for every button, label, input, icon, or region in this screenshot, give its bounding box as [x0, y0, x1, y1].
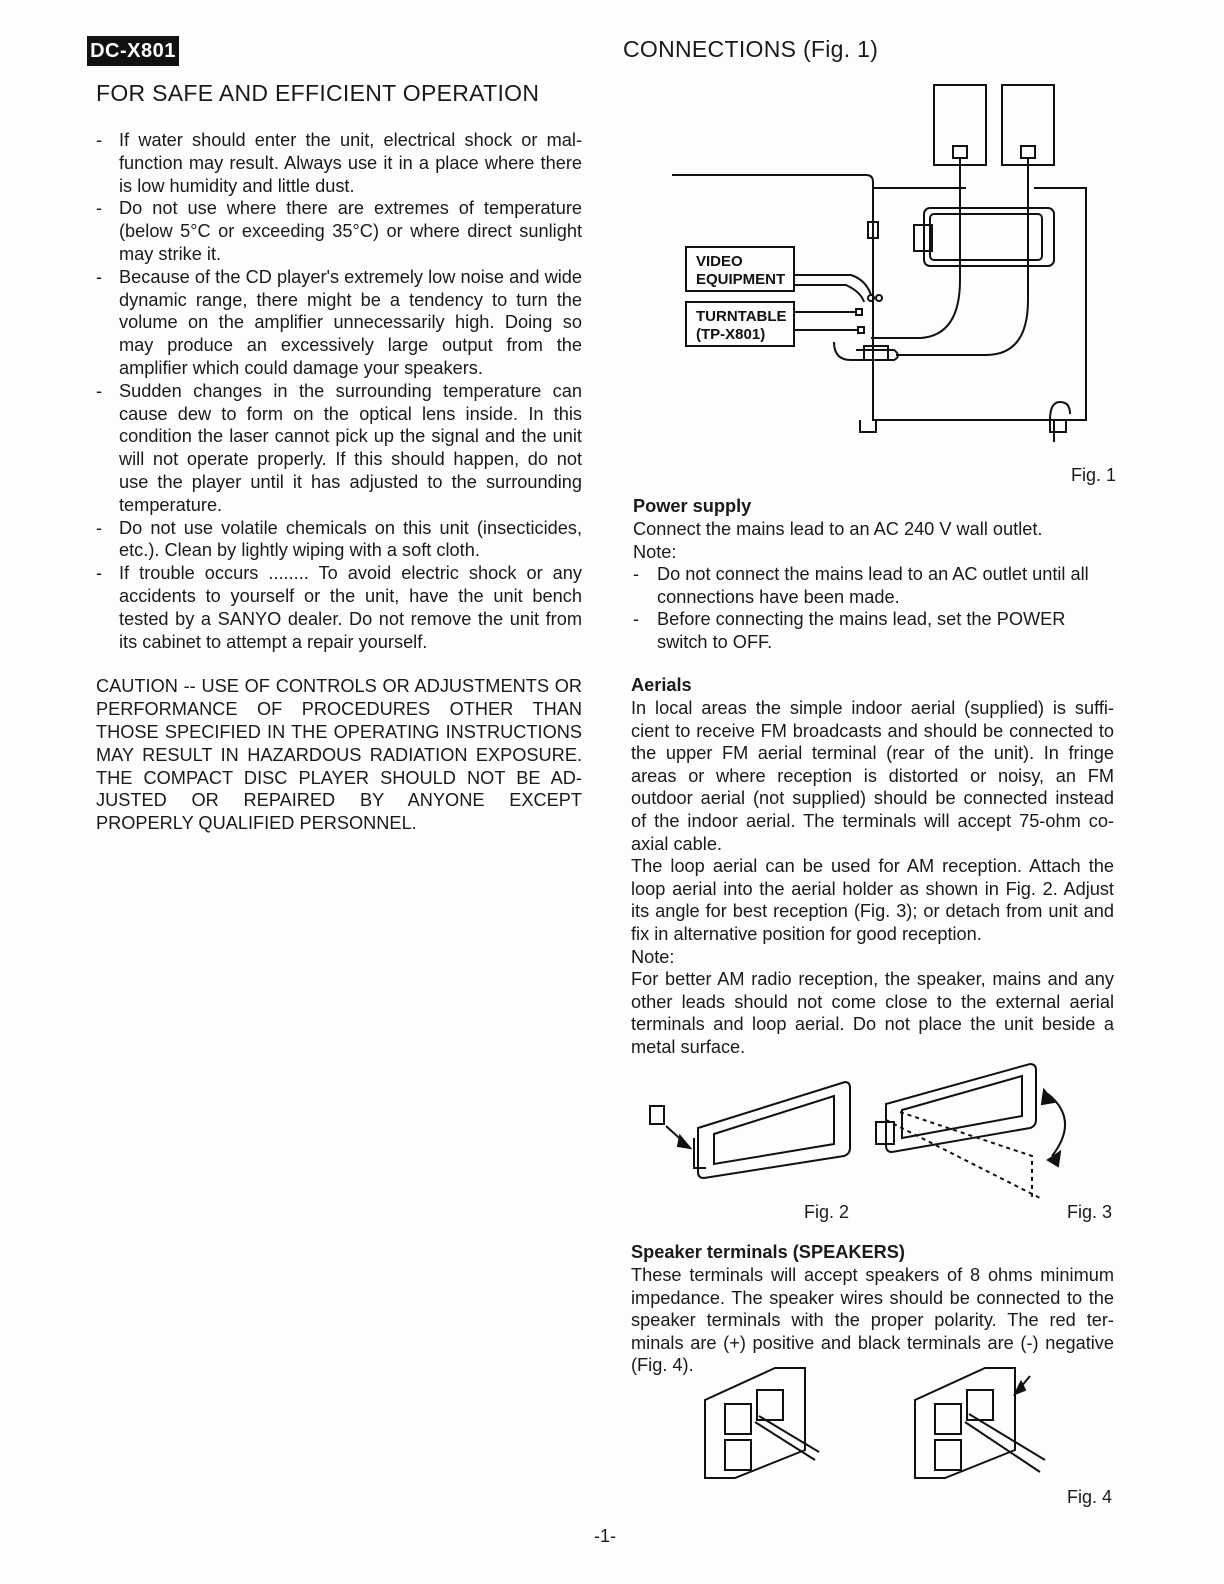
- fig2-caption: Fig. 2: [804, 1202, 850, 1222]
- power-note-label: Note:: [633, 541, 677, 562]
- safety-section: [96, 80, 582, 853]
- fig4-caption: Fig. 4: [1067, 1487, 1113, 1507]
- safety-item: - Because of the CD player's extremely low noise and wide dynamic range, there might be a tendency to turn the volume on the amplifier unnecessarily high. Doing so may produce an excessively large output from the amplifier which could damage your speakers.: [96, 266, 582, 378]
- safety-item-text: Do not use where there are extremes of temperature (below 5°C or exceeding 35°C) or where direct sunlight may strike it.: [119, 198, 582, 264]
- power-heading: Power supply: [633, 496, 752, 516]
- turntable-label: TURNTABLE: [696, 308, 787, 325]
- aerials-heading: Aerials: [631, 675, 692, 695]
- fig2-fig3-diagram: [640, 1060, 1090, 1200]
- speaker-left-icon: [934, 85, 986, 165]
- safety-list: [96, 129, 582, 653]
- safety-item-text: Sudden changes in the surrounding temperature can cause dew to form on the optical lens inside. In this condition the laser cannot pick up the signal and the unit will not operate properly. If this should happen, do not use the player until it has adjusted to the surrounding temperature.: [119, 380, 582, 515]
- fig1-connection-diagram: [666, 80, 1116, 460]
- power-note-item: - Do not connect the mains lead to an AC outlet until all connections have been made.: [633, 564, 1089, 607]
- safety-item: - If water should enter the unit, electrical shock or mal-function may result. Always use it in a place where there is low humidity and little dust.: [96, 130, 582, 196]
- power-notes: [633, 563, 1115, 653]
- aerials-section: [631, 674, 1114, 1059]
- fig2-fig3-svg: [640, 1060, 1090, 1200]
- caution-text: CAUTION -- USE OF CONTROLS OR ADJUSTMENTS OR PERFORMANCE OF PROCEDURES OTHER THAN THOSE SPECIFIED IN THE OPERATING INSTRUCTIONS MAY RESULT IN HAZARDOUS RADIATION EXPOSURE. THE COMPACT DISC PLAYER SHOULD NOT BE AD-JUSTED OR REPAIRED BY ANYONE EXCEPT PROPERLY QUALIFIED PERSONNEL.: [96, 676, 582, 834]
- safety-item-text: Do not use volatile chemicals on this unit (insecticides, etc.). Clean by lightly wiping with a soft cloth.: [119, 517, 582, 561]
- aerials-text-1: In local areas the simple indoor aerial (supplied) is suffi-cient to receive FM broadcasts and should be connected to the upper FM aerial terminal (rear of the unit). In fringe areas or where reception is distorted or noisy, an FM outdoor aerial (not supplied) should be connected instead of the indoor aerial. The terminals will accept 75-ohm co-axial cable.: [631, 698, 1114, 854]
- speaker-terminals-section: [631, 1241, 1114, 1377]
- video-label-2: EQUIPMENT: [696, 271, 786, 288]
- power-note-text: Before connecting the mains lead, set the POWER switch to OFF.: [657, 609, 1066, 652]
- speakers-text: These terminals will accept speakers of 8 ohms minimum impedance. The speaker wires should be connected to the speaker terminals with the proper polarity. The red ter-minals are (+) positive and black terminals are (-) negative (Fig. 4).: [631, 1265, 1114, 1376]
- connections-title: CONNECTIONS (Fig. 1): [623, 36, 879, 62]
- safety-item-text: If water should enter the unit, electrical shock or mal-function may result. Always use it in a place where there is low humidity and little dust.: [119, 130, 582, 196]
- speakers-heading: Speaker terminals (SPEAKERS): [631, 1242, 905, 1262]
- page-number: -1-: [594, 1526, 616, 1546]
- power-note-text: Do not connect the mains lead to an AC outlet until all connections have been made.: [657, 564, 1089, 607]
- safety-item: - Do not use where there are extremes of temperature (below 5°C or exceeding 35°C) or where direct sunlight may strike it.: [96, 198, 582, 264]
- video-label: VIDEO: [696, 253, 743, 270]
- turntable-label-2: (TP-X801): [696, 326, 766, 343]
- fig1-caption: Fig. 1: [1071, 465, 1117, 485]
- fig1-svg: [666, 80, 1116, 460]
- power-supply-section: [633, 495, 1115, 654]
- safety-item: - Do not use volatile chemicals on this unit (insecticides, etc.). Clean by lightly wiping with a soft cloth.: [96, 517, 582, 561]
- safety-item: - Sudden changes in the surrounding temperature can cause dew to form on the optical lens inside. In this condition the laser cannot pick up the signal and the unit will not operate properly. If this should happen, do not use the player until it has adjusted to the surrounding temperature.: [96, 380, 582, 515]
- aerials-note: For better AM radio reception, the speaker, mains and any other leads should not come close to the external aerial terminals and loop aerial. Do not place the unit beside a metal surface.: [631, 969, 1114, 1057]
- fig3-caption: Fig. 3: [1067, 1202, 1113, 1222]
- safety-title: FOR SAFE AND EFFICIENT OPERATION: [96, 80, 540, 106]
- aerials-note-label: Note:: [631, 946, 675, 967]
- aerial-holder-icon: [650, 1106, 664, 1124]
- model-badge: DC-X801: [87, 36, 179, 66]
- aerials-text-2: The loop aerial can be used for AM reception. Attach the loop aerial into the aerial holder as shown in Fig. 2. Adjust its angle for best reception (Fig. 3); or detach from unit and fix in alternative position for good reception.: [631, 856, 1114, 944]
- power-text: Connect the mains lead to an AC 240 V wall outlet.: [633, 519, 1043, 539]
- safety-item: - If trouble occurs ........ To avoid electric shock or any accidents to yourself or the unit, have the unit bench tested by a SANYO dealer. Do not remove the unit from its cabinet to attempt a repair yourself.: [96, 563, 582, 652]
- fig4-svg: [695, 1360, 1055, 1480]
- fig4-diagram: [695, 1360, 1055, 1480]
- safety-item-text: If trouble occurs ........ To avoid electric shock or any accidents to yourself or the unit, have the unit bench tested by a SANYO dealer. Do not remove the unit from its cabinet to attempt a repair yourself.: [119, 563, 582, 652]
- safety-item-text: Because of the CD player's extremely low noise and wide dynamic range, there might be a tendency to turn the volume on the amplifier unnecessarily high. Doing so may produce an excessively large output from the amplifier which could damage your speakers.: [119, 266, 582, 378]
- power-note-item: - Before connecting the mains lead, set the POWER switch to OFF.: [633, 609, 1066, 652]
- speaker-right-icon: [1002, 85, 1054, 165]
